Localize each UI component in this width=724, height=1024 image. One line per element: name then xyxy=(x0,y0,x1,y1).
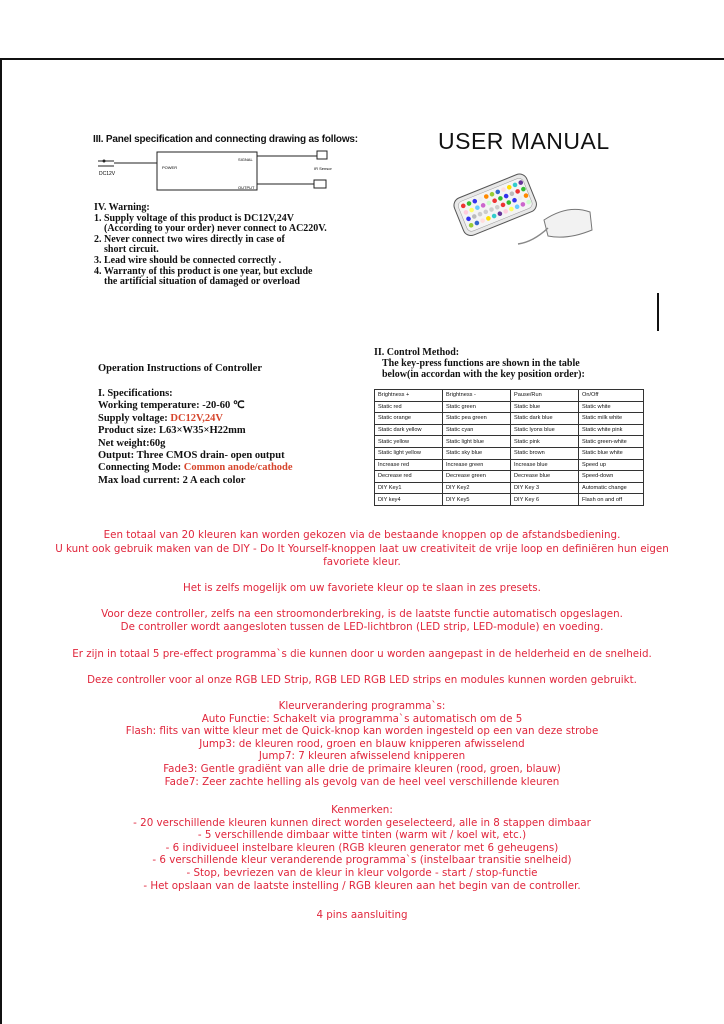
key-table-row xyxy=(375,459,644,471)
kleur-line-6: Fade7: Zeer zachte helling als gevolg van de heel veel verschillende kleuren xyxy=(164,775,560,788)
key-table-cell: Static dark blue xyxy=(511,413,579,425)
margin-line xyxy=(657,293,659,331)
key-table-cell: Static cyan xyxy=(443,424,511,436)
key-table-cell: Static red xyxy=(375,401,443,413)
key-table-row xyxy=(375,390,644,402)
dutch-p4b: De controller wordt aangesloten tussen de LED-lichtbron (LED strip, LED-module) en voeding. xyxy=(120,621,604,633)
key-table-row xyxy=(375,447,644,459)
key-table-cell: Automatic change xyxy=(579,482,644,494)
warning-line-6: 4. Warranty of this product is one year, but exclude xyxy=(94,265,313,277)
key-table-cell: Static yellow xyxy=(375,436,443,448)
kenmerken-line-6: - Het opslaan van de laatste instelling / RGB kleuren aan het begin van de controller. xyxy=(143,879,581,892)
key-table-row xyxy=(375,401,644,413)
key-table-cell: Static milk white xyxy=(579,413,644,425)
operation-title: Operation Instructions of Controller xyxy=(98,363,263,374)
key-table-row xyxy=(375,471,644,483)
key-function-table xyxy=(374,389,644,506)
key-table-cell: Decrease blue xyxy=(511,471,579,483)
power-label: POWER xyxy=(162,165,178,170)
pins-note: 4 pins aansluiting xyxy=(316,909,408,921)
kenmerken-line-3: - 6 individueel instelbare kleuren (RGB kleuren generator met 6 geheugens) xyxy=(165,841,559,854)
dutch-p5: Er zijn in totaal 5 pre-effect programma`s die kunnen door u worden aangepast in de helderheid en de snelheid. xyxy=(72,648,652,660)
key-table-row xyxy=(375,482,644,494)
spec-output: Output: Three CMOS drain- open output xyxy=(98,450,285,462)
key-table-cell: On/Off xyxy=(579,390,644,402)
spec-supply-label: Supply voltage: xyxy=(98,412,171,424)
key-table-row xyxy=(375,436,644,448)
spec-working-temp: Working temperature: -20-60 ℃ xyxy=(98,400,245,412)
warning-line-4: short circuit. xyxy=(104,244,159,256)
ir-sensor-head xyxy=(317,151,327,159)
key-table-cell: Brightness + xyxy=(375,390,443,402)
warning-heading: IV. Warning: xyxy=(94,202,150,213)
key-table-cell: Static white xyxy=(579,401,644,413)
key-table-cell: Speed-down xyxy=(579,471,644,483)
key-table-cell: DIY Key1 xyxy=(375,482,443,494)
ir-sensor-label: IR Sensor xyxy=(314,166,332,171)
spec-mode xyxy=(98,462,358,474)
warning-line-2: (According to your order) never connect to AC220V. xyxy=(104,223,327,235)
key-table-cell: Static brown xyxy=(511,447,579,459)
key-table-cell: Increase red xyxy=(375,459,443,471)
key-table-row xyxy=(375,494,644,506)
key-table-cell: Static light yellow xyxy=(375,447,443,459)
spec-heading: I. Specifications: xyxy=(98,388,173,399)
kenmerken-line-4: - 6 verschillende kleur veranderende programma`s (instelbaar transitie snelheid) xyxy=(152,854,572,867)
control-heading: II. Control Method: xyxy=(374,347,460,358)
key-table-cell: Pause/Run xyxy=(511,390,579,402)
output-label: OUTPUT xyxy=(238,185,255,190)
dutch-p2: U kunt ook gebruik maken van de DIY - Do It Yourself-knoppen laat uw creativiteit de vrije loop en definiëren hun eigen favoriete kleur. xyxy=(55,543,669,568)
spec-supply xyxy=(98,413,358,425)
signal-label: SIGNAL xyxy=(238,157,253,162)
spec-supply-value: DC12V,24V xyxy=(170,412,223,424)
key-table-cell: Static green-white xyxy=(579,436,644,448)
warning-line-3: 2. Never connect two wires directly in case of xyxy=(94,233,285,245)
warning-line-7: the artificial situation of damaged or overload xyxy=(104,276,300,288)
controller-cable xyxy=(518,228,548,244)
user-manual-title: USER MANUAL xyxy=(438,128,610,154)
kenmerken-line-0: Kenmerken: xyxy=(331,804,393,816)
key-table-cell: Flash on and off xyxy=(579,494,644,506)
kleur-line-4: Jump7: 7 kleuren afwisselend knipperen xyxy=(258,750,466,763)
panel-spec-title: III. Panel specification and connecting drawing as follows: xyxy=(93,134,358,145)
key-table-cell: Static white pink xyxy=(579,424,644,436)
key-table-cell: Static dark yellow xyxy=(375,424,443,436)
kleurverandering-section xyxy=(20,700,704,788)
key-table-cell: Speed up xyxy=(579,459,644,471)
spec-weight: Net weight:60g xyxy=(98,437,166,449)
control-method-section xyxy=(374,347,654,380)
key-table-cell: Decrease red xyxy=(375,471,443,483)
dutch-p4a: Voor deze controller, zelfs na een stroomonderbreking, is de laatste functie automatisch opgeslagen. xyxy=(101,608,623,620)
key-table-cell: DIY Key5 xyxy=(443,494,511,506)
key-table-cell: Static sky blue xyxy=(443,447,511,459)
kenmerken-line-5: - Stop, bevriezen van de kleur in kleur volgorde - start / stop-functie xyxy=(186,866,538,879)
key-table-cell: DIY key4 xyxy=(375,494,443,506)
key-table-cell: Static pink xyxy=(511,436,579,448)
kleur-line-1: Auto Functie: Schakelt via programma`s automatisch om de 5 xyxy=(201,712,523,725)
key-table-cell: Brightness - xyxy=(443,390,511,402)
warning-line-5: 3. Lead wire should be connected correctly . xyxy=(94,254,282,266)
specifications-section xyxy=(98,388,358,487)
frame-top-border xyxy=(0,58,724,60)
spec-max-load: Max load current: 2 A each color xyxy=(98,474,246,486)
dutch-p1: Een totaal van 20 kleuren kan worden gekozen via de bestaande knoppen op de afstandsbediening. xyxy=(103,529,621,541)
remote-illustration xyxy=(448,168,598,248)
key-table-cell: DIY Key2 xyxy=(443,482,511,494)
key-table-cell: DIY Key 3 xyxy=(511,482,579,494)
key-table-cell: DIY Key 6 xyxy=(511,494,579,506)
kenmerken-line-2: - 5 verschillende dimbaar witte tinten (warm wit / koel wit, etc.) xyxy=(197,829,527,842)
key-table-cell: Static orange xyxy=(375,413,443,425)
kleur-line-2: Flash: flits van witte kleur met de Quick-knop kan worden ingesteld op een van deze strobe xyxy=(125,725,599,738)
key-table-cell: Static light blue xyxy=(443,436,511,448)
kenmerken-section xyxy=(20,804,704,892)
warning-section xyxy=(94,203,394,288)
key-table-cell: Static blue xyxy=(511,401,579,413)
kenmerken-line-1: - 20 verschillende kleuren kunnen direct worden geselecteerd, alle in 8 stappen dimbaar xyxy=(133,816,591,829)
dutch-p6: Deze controller voor al onze RGB LED Strip, RGB LED RGB LED strips en modules kunnen worden gebruikt. xyxy=(87,674,637,686)
key-table-cell: Static pea green xyxy=(443,413,511,425)
dc-plug-dot xyxy=(103,160,106,163)
spec-mode-label: Connecting Mode: xyxy=(98,462,184,474)
spec-size: Product size: L63×W35×H22mm xyxy=(98,425,246,437)
kleur-line-3: Jump3: de kleuren rood, groen en blauw knipperen afwisselend xyxy=(199,737,525,750)
key-table-cell: Increase green xyxy=(443,459,511,471)
key-table-cell: Decrease green xyxy=(443,471,511,483)
key-table-row xyxy=(375,413,644,425)
wiring-diagram xyxy=(92,148,347,198)
warning-line-1: 1. Supply voltage of this product is DC12V,24V xyxy=(94,212,294,224)
output-connector xyxy=(314,180,326,188)
controller-unit xyxy=(544,209,592,237)
key-table-cell: Increase blue xyxy=(511,459,579,471)
frame-left-border xyxy=(0,58,2,1024)
kleur-line-5: Fade3: Gentle gradiënt van alle drie de primaire kleuren (rood, groen, blauw) xyxy=(163,762,561,775)
key-table-cell: Static lyons blue xyxy=(511,424,579,436)
control-line-2: below(in accordan with the key position order): xyxy=(382,369,585,380)
dutch-p3: Het is zelfs mogelijk om uw favoriete kleur op te slaan in zes presets. xyxy=(183,582,541,594)
remote-control-photo xyxy=(448,168,598,253)
kleur-line-0: Kleurverandering programma`s: xyxy=(278,700,446,712)
key-table-cell: Static blue white xyxy=(579,447,644,459)
dc-label: DC12V xyxy=(99,171,116,177)
key-table-row xyxy=(375,424,644,436)
key-table-cell: Static green xyxy=(443,401,511,413)
spec-mode-value: Common anode/cathode xyxy=(183,462,293,474)
control-line-1: The key-press functions are shown in the table xyxy=(382,358,580,369)
